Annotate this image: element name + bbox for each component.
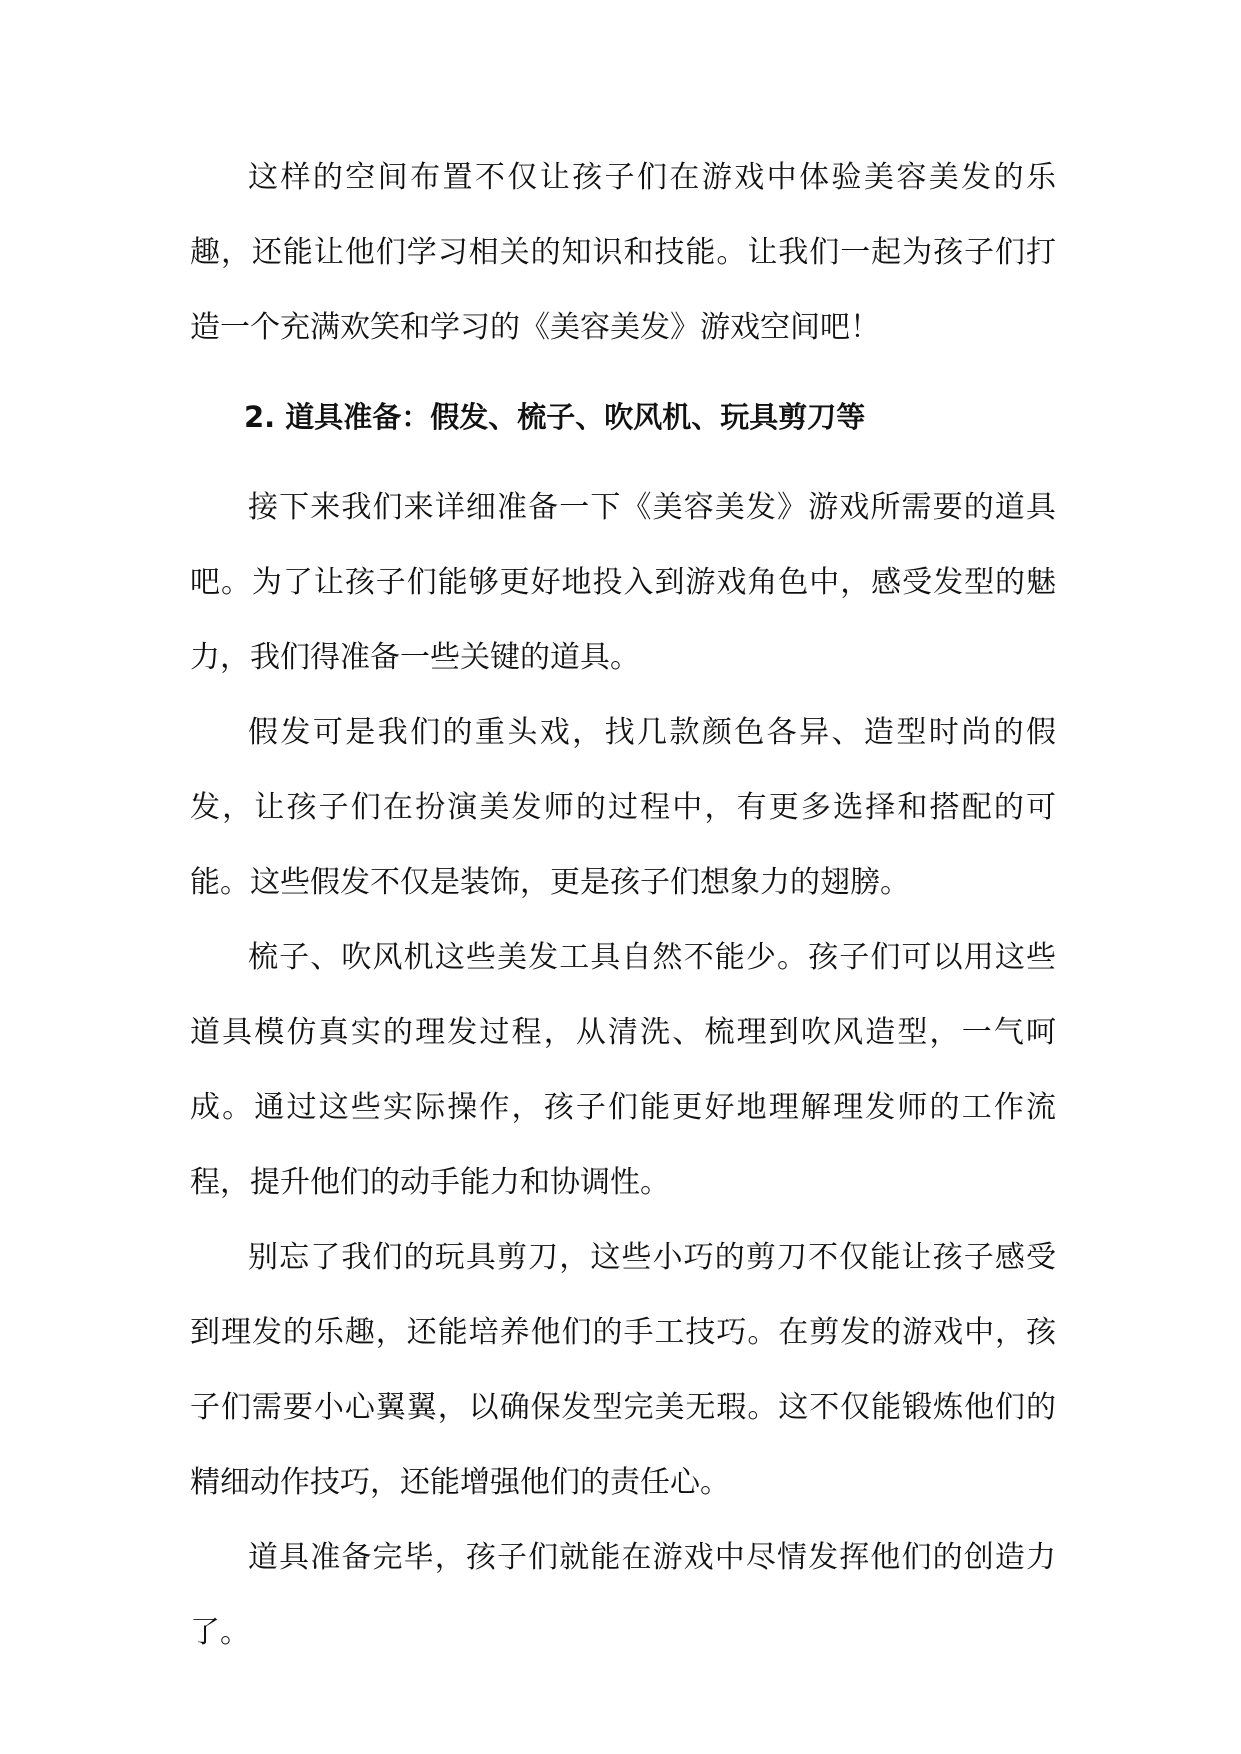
section-heading: 2. 道具准备：假发、梳子、吹风机、玩具剪刀等 [244, 400, 866, 434]
paragraph-intro: 这样的空间布置不仅让孩子们在游戏中体验美容美发的乐趣，还能让他们学习相关的知识和技能。让我们一起为孩子们打造一个充满欢笑和学习的《美容美发》游戏空间吧！ [190, 160, 1056, 345]
paragraph-wigs: 假发可是我们的重头戏，找几款颜色各异、造型时尚的假发，让孩子们在扮演美发师的过程中，有更多选择和搭配的可能。这些假发不仅是装饰，更是孩子们想象力的翅膀。 [190, 715, 1056, 900]
paragraph-conclusion: 道具准备完毕，孩子们就能在游戏中尽情发挥他们的创造力了。 [190, 1540, 1056, 1650]
paragraph-props-intro: 接下来我们来详细准备一下《美容美发》游戏所需要的道具吧。为了让孩子们能够更好地投入到游戏角色中，感受发型的魅力，我们得准备一些关键的道具。 [190, 490, 1056, 675]
paragraph-combs-dryers: 梳子、吹风机这些美发工具自然不能少。孩子们可以用这些道具模仿真实的理发过程，从清洗、梳理到吹风造型，一气呵成。通过这些实际操作，孩子们能更好地理解理发师的工作流程，提升他们的动手能力和协调性。 [190, 940, 1056, 1200]
paragraph-toy-scissors: 别忘了我们的玩具剪刀，这些小巧的剪刀不仅能让孩子感受到理发的乐趣，还能培养他们的手工技巧。在剪发的游戏中，孩子们需要小心翼翼，以确保发型完美无瑕。这不仅能锻炼他们的精细动作技巧，还能增强他们的责任心。 [190, 1240, 1056, 1500]
document-body [190, 140, 1056, 1670]
